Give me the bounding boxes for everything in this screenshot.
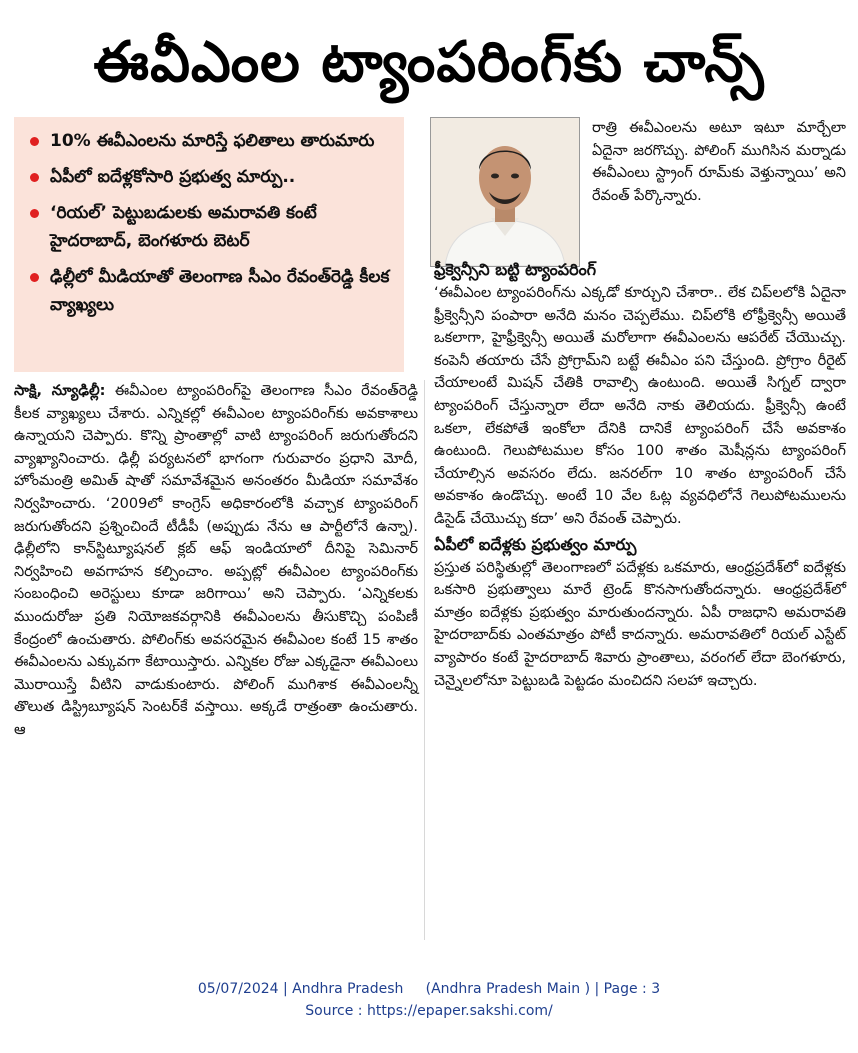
highlight-item [28,163,394,191]
left-paragraph [14,380,418,742]
highlight-item [28,263,394,319]
right-paragraph-2: ప్రస్తుత పరిస్థితుల్లో తెలంగాణలో పదేళ్లకు ఒకమారు, ఆంధ్రప్రదేశ్‌లో ఐదేళ్లకు ఒకసారి ప్రభుత్వాలు మారే ట్రెండ్ కొనసాగుతోందన్నారు. ఆంధ్రప్రదేశ్‌లో మాత్రం ఐదేళ్లకు ప్రభుత్వం మారుతుందన్నారు. ఏపీ రాజధాని అమరావతి హైదరాబాద్‌కు ఎంతమాత్రం పోటీ కాదన్నారు. అమరావతిలో రియల్ ఎస్టేట్ వ్యాపారం కంటే హైదరాబాద్ శివారు ప్రాంతాలు, వరంగల్ లేదా బెంగళూరు, చెన్నైలలోనూ పెట్టుబడి పెట్టడం మంచిదని సలహా ఇచ్చారు. [434,559,846,689]
right-top-column [592,117,846,207]
headline: ఈవీఎంల ట్యాంపరింగ్‌కు చాన్స్ [93,30,765,95]
right-main-column [434,258,846,692]
highlights-list [28,127,394,319]
highlight-text: ఏపీలో ఐదేళ్లకోసారి ప్రభుత్వ మార్పు.. [50,167,296,187]
footer-edition-line: 05/07/2024 | Andhra Pradesh (Andhra Pradesh Main ) | Page : 3 [197,981,661,997]
person-portrait-icon [431,118,579,266]
highlight-text: 10% ఈవీఎంలను మారిస్తే ఫలితాలు తారుమారు [50,131,375,151]
highlight-text: ఢిల్లీలో మీడియాతో తెలంగాణ సీఎం రేవంత్‌రెడ్డి కీలక వ్యాఖ్యలు [50,267,390,315]
right-paragraph-1: ‘ఈవీఎంల ట్యాంపరింగ్‌ను ఎక్కడో కూర్చుని చేశారా.. లేక చిప్‌లలోకి ఏదైనా ఫ్రీక్వెన్సీని పంపారా అనేది మనం చెప్పలేము. చిప్‌లోకి లోఫ్రీక్వెన్సీ అయితే ఒకలాగా, హైఫ్రీక్వెన్సీ అయితే మరోలాగా ఈవీఎంలను ఆపరేట్ చేయొచ్చు. కంపెనీ తయారు చేసే ప్రోగ్రామ్‌ని బట్టే ఈవీఎం పని చేస్తుంది. ప్రోగ్రాం రీరైట్ చేయాలంటే మిషన్ చేతికి రావాల్సి ఉంటుంది. అయితే సిగ్నల్ ద్వారా ట్యాంపరింగ్ చేస్తున్నారా లేదా అనేది నాకు తెలియదు. ఫ్రీక్వెన్సీ ఉంటే ఒకలా, లేకపోతే ఇంకోలా దేనికి దానికే ట్యాంపరింగ్ చేసే అవకాశం ఉంటుంది. గెలుపోటముల కోసం 100 శాతం మెషీన్లను ట్యాంపరింగ్ చేయాల్సిన అవసరం లేదు. జనరల్‌గా 10 శాతం ట్యాంపరింగ్ చేసే అవకాశం ఉండొచ్చు. అంటే 10 వేల ఓట్ల వ్యవధిలోనే గెలుపోటములను డిసైడ్ చేయొచ్చు కదా’ అని రేవంత్ చెప్పారు. [434,285,846,527]
bullet-icon [30,273,39,282]
footer [0,978,858,1022]
portrait-photo [430,117,580,267]
highlights-box [14,117,404,372]
left-column [14,380,418,742]
column-divider [424,380,425,940]
bullet-icon [30,137,39,146]
subheading-ap-government: ఏపీలో ఐదేళ్లకు ప్రభుత్వం మార్పు [434,534,637,554]
right-top-paragraph: రాత్రి ఈవీఎంలను అటూ ఇటూ మార్చేలా ఏదైనా జరగొచ్చు. పోలింగ్ ముగిసిన మర్నాడు ఈవీఎంలు స్ట్రాంగ్ రూమ్‌కు వెళ్తున్నాయి’ అని రేవంత్ పేర్కొన్నారు. [592,120,846,204]
footer-source-line: Source : https://epaper.sakshi.com/ [305,1003,553,1019]
highlight-item [28,127,394,155]
highlight-text: ‘రియల్’ పెట్టుబడులకు అమరావతి కంటే హైదరాబాద్, బెంగళూరు బెటర్ [50,203,317,251]
bullet-icon [30,209,39,218]
bullet-icon [30,173,39,182]
dateline: సాక్షి, న్యూఢిల్లీ: [14,383,106,399]
left-body-text: ఈవీఎంల ట్యాంపరింగ్‌పై తెలంగాణ సీఎం రేవంత్‌రెడ్డి కీలక వ్యాఖ్యలు చేశారు. ఎన్నికల్లో ఈవీఎంల ట్యాంపరింగ్‌కు అవకాశాలు ఉన్నాయని చెప్పారు. కొన్ని ప్రాంతాల్లో వాటి ట్యాంపరింగ్ జరుగుతోందని వ్యాఖ్యానించారు. ఢిల్లీ పర్యటనలో భాగంగా గురువారం ప్రధాని మోదీ, హోంమంత్రి అమిత్ షాతో సమావేశమైన అనంతరం మీడియా సమావేశం నిర్వహించారు. ‘2009లో కాంగ్రెస్ అధికారంలోకి వచ్చాక ట్యాంపరింగ్ జరుగుతోందని ప్రశ్నించిందే టీడీపీ (అప్పుడు నేను ఆ పార్టీలోనే ఉన్నా). ఢిల్లీలోని కాన్‌స్టిట్యూషనల్ క్లబ్ ఆఫ్ ఇండియాలో దీనిపై సెమినార్ నిర్వహించి అవగాహన కల్పించాం. అప్పట్లో ఈవీఎంల ట్యాంపరింగ్‌కు సంబంధించి అరెస్టులు కూడా జరిగాయి’ అని చెప్పారు. ‘ఎన్నికలకు ముందురోజు ప్రతి నియోజకవర్గానికి ఈవీఎంలను తీసుకొచ్చి పంపిణీ కేంద్రంలో ఉంచుతారు. పోలింగ్‌కు అవసరమైన ఈవీఎంల కంటే 15 శాతం ఈవీఎంలను ఎక్కువగా కేటాయిస్తారు. ఎన్నికల రోజు ఎక్కడైనా ఈవీఎంలు మొరాయిస్తే వీటిని వాడుకుంటారు. పోలింగ్ ముగిశాక ఈవీఎంలన్నీ తొలుత డిస్ట్రిబ్యూషన్ సెంటర్‌కే వస్తాయి. అక్కడే రాత్రంతా ఉంచుతారు. ఆ [14,383,418,738]
highlight-item [28,199,394,255]
subheading-frequency: ఫ్రీక్వెన్సీని బట్టి ట్యాంపరింగ్ [434,260,597,279]
